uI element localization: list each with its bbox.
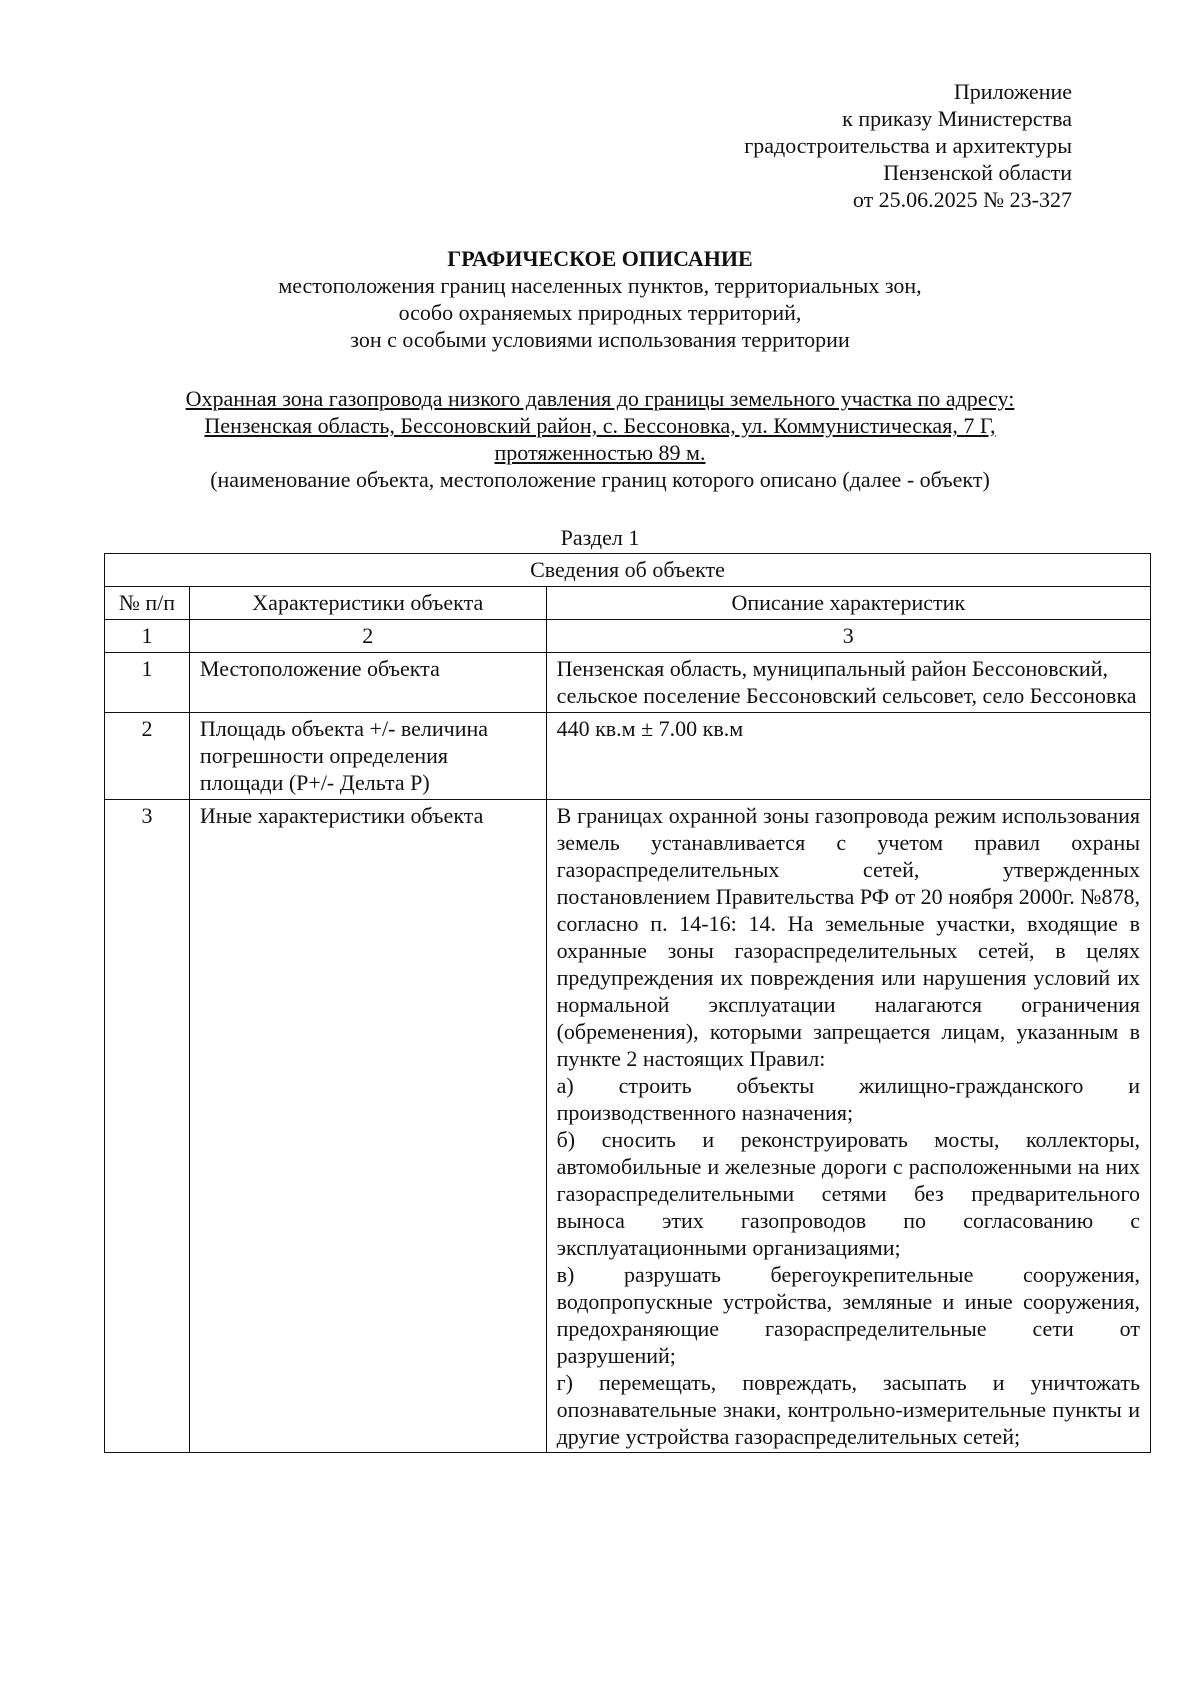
column-number: 2 [189, 620, 546, 653]
description-paragraph: б) сносить и реконструировать мосты, коллекторы, автомобильные и железные дороги с расположенными на них газораспределительными сетями без предварительного выноса этих газопроводов по согласованию с эксплуатационными организациями; [556, 1127, 1140, 1260]
document-title-block [0, 245, 1200, 353]
object-name-line: Охранная зона газопровода низкого давления до границы земельного участка по адресу: [185, 386, 1015, 411]
document-subtitle-line: местоположения границ населенных пунктов, территориальных зон, [278, 273, 922, 298]
row-description: Пензенская область, муниципальный район Бессоновский, сельское поселение Бессоновский сельсовет, село Бессоновка [546, 653, 1150, 713]
object-info-table [104, 553, 1151, 1453]
row-number: 2 [105, 713, 190, 800]
table-row [105, 800, 1151, 1453]
row-characteristic: Площадь объекта +/- величина погрешности определения площади (Р+/- Дельта Р) [189, 713, 546, 800]
object-name-caption: (наименование объекта, местоположение границ которого описано (далее - объект) [210, 467, 990, 492]
document-title: ГРАФИЧЕСКОЕ ОПИСАНИЕ [447, 246, 753, 271]
row-description [546, 800, 1150, 1453]
object-name-line: Пензенская область, Бессоновский район, с. Бессоновка, ул. Коммунистическая, 7 Г, [204, 413, 996, 438]
header-number: № п/п [105, 587, 190, 620]
appendix-block [744, 78, 1072, 213]
row-characteristic: Местоположение объекта [189, 653, 546, 713]
row-number: 3 [105, 800, 190, 1453]
appendix-date-number: от 25.06.2025 № 23-327 [852, 187, 1072, 212]
table-column-numbers-row [105, 620, 1151, 653]
appendix-line: градостроительства и архитектуры [744, 133, 1072, 158]
description-paragraph: В границах охранной зоны газопровода режим использования земель устанавливается с учетом правил охраны газораспределительных сетей, утвержденных постановлением Правительства РФ от 20 ноября 2000г. №878, согласно п. 14-16: 14. На земельные участки, входящие в охранные зоны газораспределительных сетей, в целях предупреждения их повреждения или нарушения условий их нормальной эксплуатации налагаются ограничения (обременения), которыми запрещается лицам, указанным в пункте 2 настоящих Правил: [556, 803, 1140, 1071]
description-paragraph: г) перемещать, повреждать, засыпать и уничтожать опознавательные знаки, контрольно-измерительные пункты и другие устройства газораспределительных сетей; [556, 1370, 1140, 1449]
column-number: 3 [546, 620, 1150, 653]
description-paragraph: в) разрушать берегоукрепительные сооружения, водопропускные устройства, земляные и иные сооружения, предохраняющие газораспределительные сети от разрушений; [556, 1262, 1140, 1368]
description-paragraph: а) строить объекты жилищно-гражданского и производственного назначения; [556, 1073, 1140, 1125]
document-subtitle-line: зон с особыми условиями использования территории [350, 327, 850, 352]
object-name-block [0, 385, 1200, 493]
appendix-line: Пензенской области [883, 160, 1072, 185]
object-name-line: протяженностью 89 м. [494, 440, 706, 465]
appendix-line: к приказу Министерства [842, 106, 1072, 131]
row-description: 440 кв.м ± 7.00 кв.м [546, 713, 1150, 800]
table-caption: Сведения об объекте [105, 554, 1151, 587]
row-characteristic: Иные характеристики объекта [189, 800, 546, 1453]
document-subtitle-line: особо охраняемых природных территорий, [398, 300, 802, 325]
table-row [105, 713, 1151, 800]
header-description: Описание характеристик [546, 587, 1150, 620]
row-number: 1 [105, 653, 190, 713]
table-caption-row [105, 554, 1151, 587]
column-number: 1 [105, 620, 190, 653]
table-header-row [105, 587, 1151, 620]
table-row [105, 653, 1151, 713]
appendix-line: Приложение [953, 79, 1072, 104]
section-label: Раздел 1 [560, 525, 640, 550]
header-characteristic: Характеристики объекта [189, 587, 546, 620]
